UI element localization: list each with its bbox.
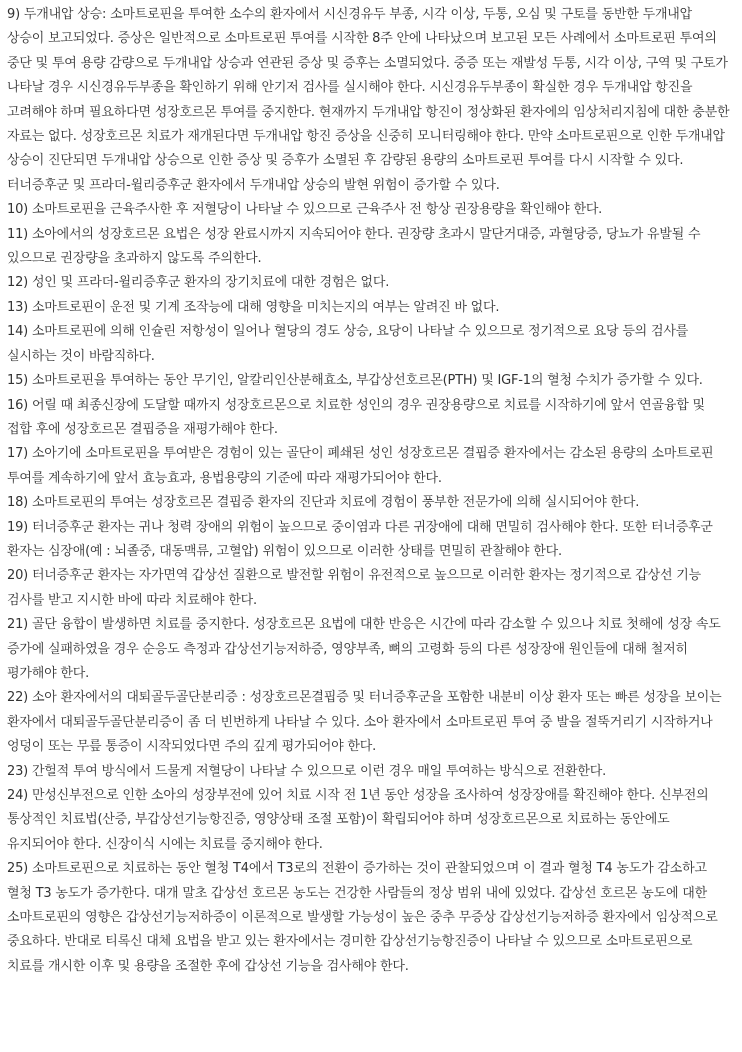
- precaution-item-16: 16) 어릴 때 최종신장에 도달할 때까지 성장호르몬으로 치료한 성인의 경우 권장용량으로 치료를 시작하기에 앞서 연골융합 및 접합 후에 성장호르몬 결핍증을 재평가해야 한다.: [7, 397, 705, 437]
- precaution-item-19: 19) 터너증후군 환자는 귀나 청력 장애의 위험이 높으므로 중이염과 다른 귀장애에 대해 면밀히 검사해야 한다. 또한 터너증후군 환자는 심장애(예 : 뇌졸중, 대동맥류, 고혈압) 위험이 있으므로 이러한 상태를 면밀히 관찰해야 한다.: [7, 519, 713, 559]
- precaution-item-21: 21) 골단 융합이 발생하면 치료를 중지한다. 성장호르몬 요법에 대한 반응은 시간에 따라 감소할 수 있으나 치료 첫해에 성장 속도 증가에 실패하였을 경우 순응도 측정과 갑상선기능저하증, 영양부족, 뼈의 고령화 등의 다른 성장장애 원인들에 대해 철저히 평가해야 한다.: [7, 617, 721, 681]
- precaution-item-15: 15) 소마트로핀을 투여하는 동안 무기인, 알칼리인산분해효소, 부갑상선호르몬(PTH) 및 IGF-1의 혈청 수치가 증가할 수 있다.: [7, 373, 703, 389]
- precaution-item-13: 13) 소마트로핀이 운전 및 기계 조작능에 대해 영향을 미치는지의 여부는 알려진 바 없다.: [7, 299, 500, 315]
- precaution-item-24: 24) 만성신부전으로 인한 소아의 성장부전에 있어 치료 시작 전 1년 동안 성장을 조사하여 성장장애를 확진해야 한다. 신부전의 통상적인 치료법(산증, 부갑상선기능항진증, 영양상태 조절 포함)이 확립되어야 하며 성장호르몬으로 치료하는 동안에도 유지되어야 한다. 신장이식 시에는 치료를 중지해야 한다.: [7, 788, 709, 852]
- precaution-item-18: 18) 소마트로핀의 투여는 성장호르몬 결핍증 환자의 진단과 치료에 경험이 풍부한 전문가에 의해 실시되어야 한다.: [7, 495, 640, 511]
- precaution-item-11: 11) 소아에서의 성장호르몬 요법은 성장 완료시까지 지속되어야 한다. 권장량 초과시 말단거대증, 과혈당증, 당뇨가 유발될 수 있으므로 권장량을 초과하지 않도록 주의한다.: [7, 226, 701, 267]
- precaution-item-17: 17) 소아기에 소마트로핀을 투여받은 경험이 있는 골단이 폐쇄된 성인 성장호르몬 결핍증 환자에서는 감소된 용량의 소마트로핀 투여를 계속하기에 앞서 효능효과, 용법용량의 기준에 따라 재평가되어야 한다.: [7, 446, 714, 486]
- precaution-item-23: 23) 간헐적 투여 방식에서 드물게 저혈당이 나타날 수 있으므로 이런 경우 매일 투여하는 방식으로 전환한다.: [7, 763, 607, 779]
- precaution-item-22: 22) 소아 환자에서의 대퇴골두골단분리증 : 성장호르몬결핍증 및 터너증후군을 포함한 내분비 이상 환자 또는 빠른 성장을 보이는 환자에서 대퇴골두골단분리증이 좀 더 빈번하게 나타날 수 있다. 소아 환자에서 소마트로핀 투여 중 발을 절뚝거리기 시작하거나 엉덩이 또는 무릎 통증이 시작되었다면 주의 깊게 평가되어야 한다.: [7, 690, 722, 755]
- precaution-item-20: 20) 터너증후군 환자는 자가면역 갑상선 질환으로 발전할 위험이 유전적으로 높으므로 이러한 환자는 정기적으로 갑상선 기능 검사를 받고 지시한 바에 따라 치료해야 한다.: [7, 568, 701, 608]
- precaution-item-14: 14) 소마트로핀에 의해 인슐린 저항성이 일어나 혈당의 경도 상승, 요당이 나타날 수 있으므로 정기적으로 요당 등의 검사를 실시하는 것이 바람직하다.: [7, 324, 689, 364]
- precaution-item-9: 9) 두개내압 상승: 소마트로핀을 투여한 소수의 환자에서 시신경유두 부종, 시각 이상, 두통, 오심 및 구토를 동반한 두개내압 상승이 보고되었다. 증상은 일반적으로 소마트로핀 투여를 시작한 8주 안에 나타났으며 보고된 모든 사례에서 소마트로핀 투여의 중단 및 투여 용량 감량으로 두개내압 상승과 연관된 증상 및 증후는 소멸되었다. 중증 또는 재발성 두통, 시각 이상, 구역 및 구토가 나타날 경우 시신경유두부종을 확인하기 위해 안기저 검사를 실시해야 한다. 시신경유두부종이 확실한 경우 두개내압 항진을 고려해야 하며 필요하다면 성장호르몬 투여를 중지한다. 현재까지 두개내압 항진이 정상화된 환자에의 임상처리지침에 대한 충분한 자료는 없다. 성장호르몬 치료가 재개된다면 두개내압 항진 증상을 신중히 모니터링해야 한다. 만약 소마트로핀으로 인한 두개내압 상승이 진단되면 두개내압 상승으로 인한 증상 및 증후가 소멸된 후 감량된 용량의 소마트로핀 투여를 다시 시작할 수 있다. 터너증후군 및 프라더-윌리증후군 환자에서 두개내압 상승의 발현 위험이 증가할 수 있다.: [7, 7, 730, 193]
- precaution-item-12: 12) 성인 및 프라더-윌리증후군 환자의 장기치료에 대한 경험은 없다.: [7, 275, 390, 291]
- precaution-item-25: 25) 소마트로핀으로 치료하는 동안 혈청 T4에서 T3로의 전환이 증가하는 것이 관찰되었으며 이 결과 혈청 T4 농도가 감소하고 혈청 T3 농도가 증가한다. 대개 말초 갑상선 호르몬 농도는 건강한 사람들의 정상 범위 내에 있었다. 갑상선 호르몬 농도에 대한 소마트로핀의 영향은 갑상선기능저하증이 이론적으로 발생할 가능성이 높은 중추 무증상 갑상선기능저하증 환자에서 임상적으로 중요하다. 반대로 티록신 대체 요법을 받고 있는 환자에서는 경미한 갑상선기능항진증이 나타날 수 있으므로 소마트로핀으로 치료를 개시한 이후 및 용량을 조절한 후에 갑상선 기능을 검사해야 한다.: [7, 861, 718, 974]
- precaution-item-10: 10) 소마트로핀을 근육주사한 후 저혈당이 나타날 수 있으므로 근육주사 전 항상 권장용량을 확인해야 한다.: [7, 202, 603, 218]
